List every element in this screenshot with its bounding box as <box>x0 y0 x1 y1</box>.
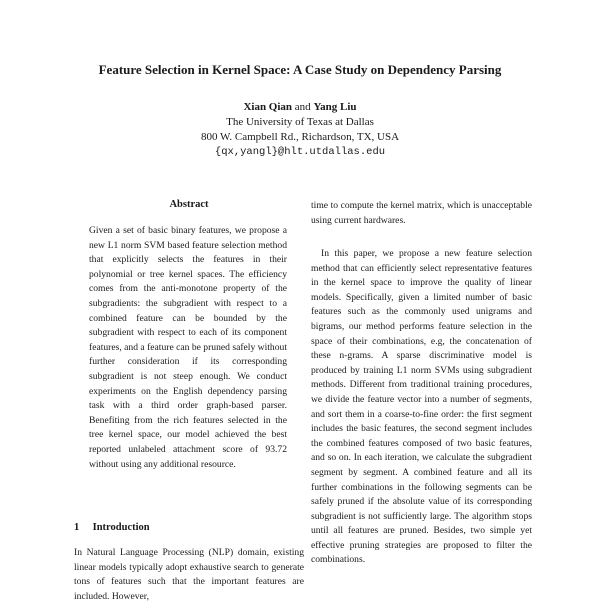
section-heading-introduction <box>74 522 150 533</box>
address: 800 W. Campbell Rd., Richardson, TX, USA <box>200 131 400 143</box>
introduction-text: In Natural Language Processing (NLP) domain, existing linear models typically adopt exhaustive search to generate tons of features such that the important features are included. However, <box>74 547 304 602</box>
right-column-paragraph: In this paper, we propose a new feature selection method that can efficiently select representative features in the kernel space to improve the quality of linear models. Specifically, given a limited number of basic features such as the commonly used unigrams and bigrams, our method performs feature selection in the space of their combinations, e.g, the concatenation of these n-grams. A sparse discriminative model is produced by training L1 norm SVMs using subgradient methods. Different from traditional training procedures, we divide the feature vector into a number of segments, and sort them in a coarse-to-fine order: the first segment includes the basic features, the second segment includes the combined features composed of two basic features, and so on. In each iteration, we calculate the subgradient segment by segment. A combined feature and all its further combinations in the following segments can be safely pruned if the absolute value of its corresponding subgradient is not sufficiently large. The algorithm stops until all features are pruned. Besides, two simple yet effective pruning strategies are proposed to filter the combinations. <box>311 248 532 566</box>
right-column-continuation: time to compute the kernel matrix, which is unacceptable using current hardwares. <box>311 200 532 226</box>
author-conjunction: and <box>294 101 311 113</box>
email: {qx,yangl}@hlt.utdallas.edu <box>214 146 386 158</box>
abstract-heading: Abstract <box>169 199 209 210</box>
section-number: 1 <box>74 522 80 533</box>
section-title: Introduction <box>92 522 150 533</box>
author-1: Xian Qian <box>243 101 293 113</box>
paper-title: Feature Selection in Kernel Space: A Case Study on Dependency Parsing <box>98 62 502 77</box>
abstract-text: Given a set of basic binary features, we propose a new L1 norm SVM based feature selection method that explicitly selects the features in their polynomial or tree kernel spaces. The efficiency comes from the anti-monotone property of the subgradients: the subgradient with respect to a combined feature can be bounded by the subgradient with respect to each of its component features, and a feature can be pruned safely without further consideration if its corresponding subgradient is not steep enough. We conduct experiments on the English dependency parsing task with a third order graph-based parser. Benefiting from the rich features selected in the tree kernel space, our model achieved the best reported unlabeled attachment score of 93.72 without using any additional resource. <box>89 225 287 470</box>
author-block <box>0 100 600 160</box>
author-2: Yang Liu <box>313 101 357 113</box>
affiliation: The University of Texas at Dallas <box>226 116 374 128</box>
author-names <box>0 100 600 115</box>
